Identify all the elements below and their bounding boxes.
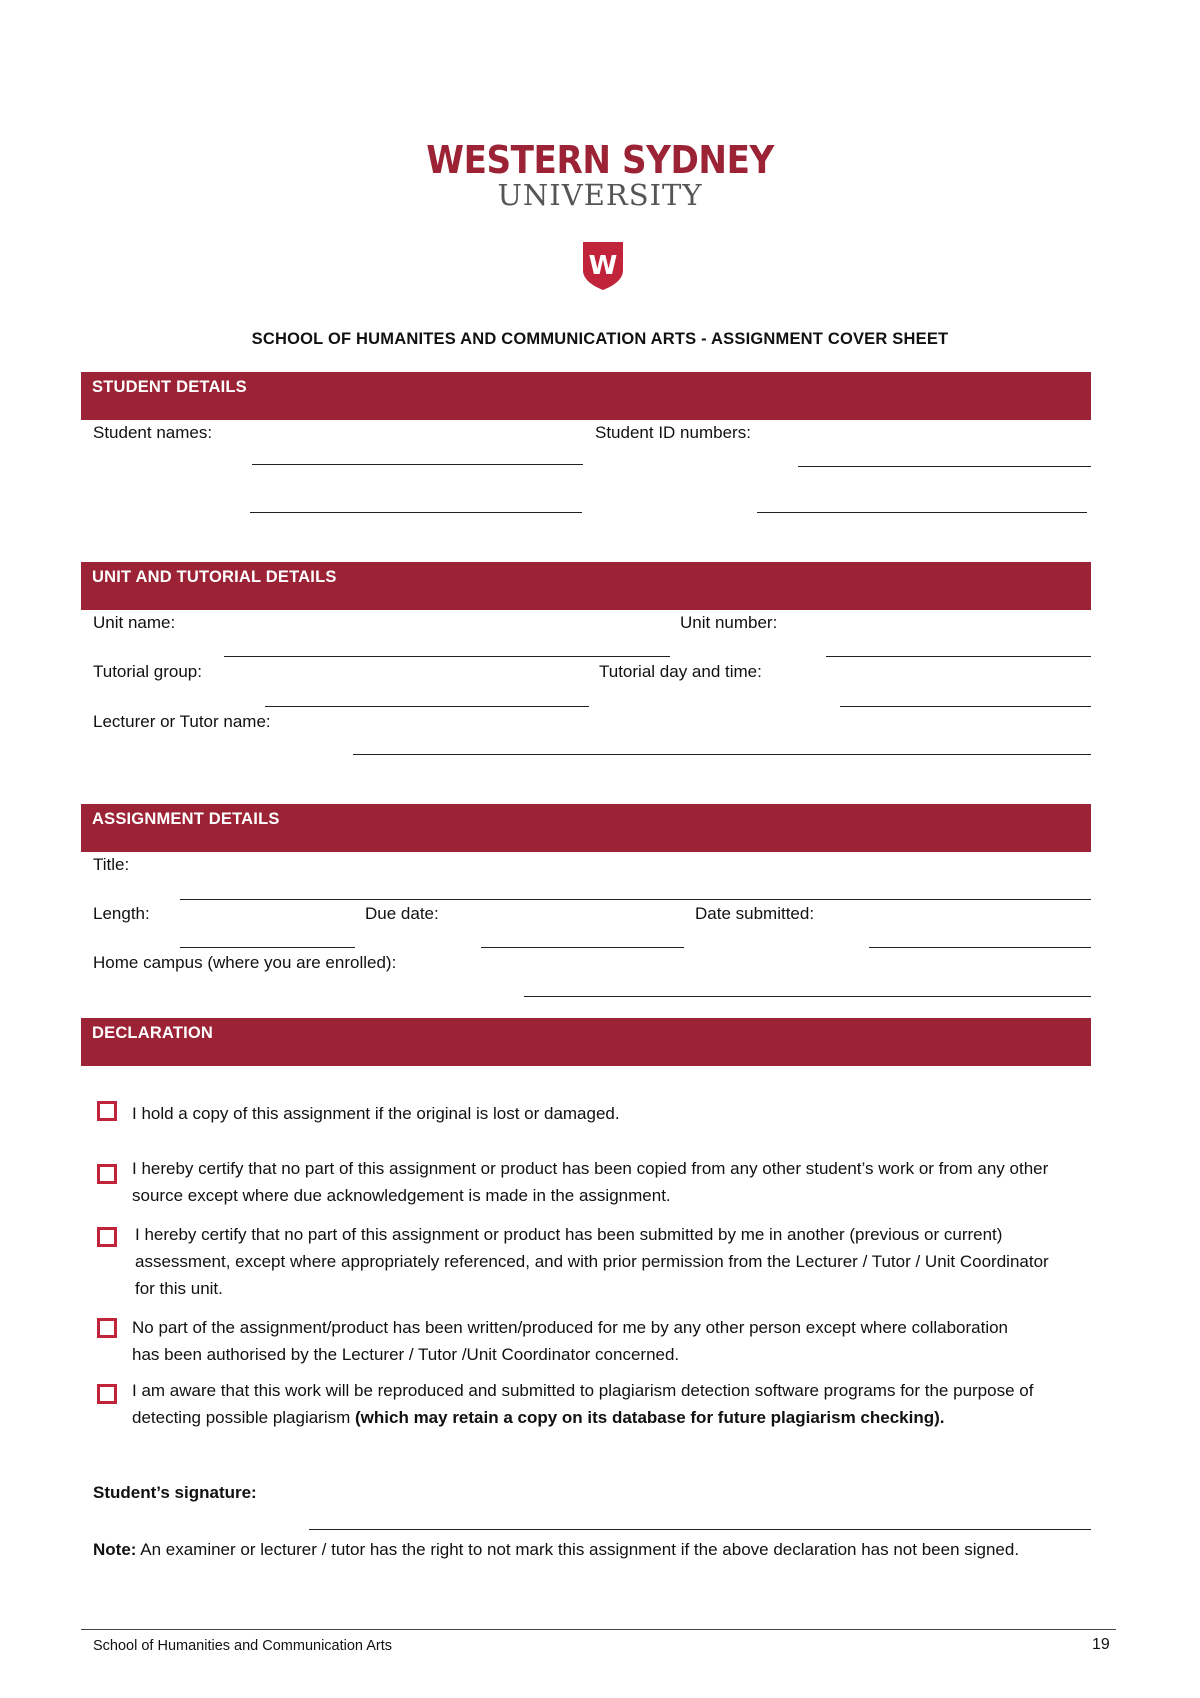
note-label: Note:: [93, 1540, 137, 1559]
declaration-checkbox-4[interactable]: [97, 1318, 117, 1338]
declaration-text-5-bold: (which may retain a copy on its database for future plagiarism checking).: [355, 1408, 945, 1427]
declaration-text-5: [132, 1377, 1092, 1431]
student-ids-label: Student ID numbers:: [595, 423, 751, 442]
length-field[interactable]: [180, 947, 355, 948]
declaration-text-1: I hold a copy of this assignment if the original is lost or damaged.: [132, 1104, 620, 1123]
unit-number-label: Unit number:: [680, 613, 778, 632]
logo-wordmark-top: WESTERN SYDNEY: [426, 138, 774, 182]
date-submitted-label: Date submitted:: [695, 904, 815, 923]
student-details-header: STUDENT DETAILS: [81, 372, 1091, 420]
assignment-title-label: Title:: [93, 855, 130, 874]
tutorial-group-field[interactable]: [265, 706, 589, 707]
declaration-text-3: I hereby certify that no part of this assignment or product has been submitted by me in another (previous or current) assessment, except where appropriately referenced, and with prior permission from the Lecturer / Tutor / Unit Coordinator for this unit.: [135, 1225, 1049, 1298]
assignment-details-header: ASSIGNMENT DETAILS: [81, 804, 1091, 852]
student-id-field-1[interactable]: [798, 466, 1091, 467]
unit-details-header: UNIT AND TUTORIAL DETAILS: [81, 562, 1091, 610]
tutorial-day-time-label: Tutorial day and time:: [599, 662, 762, 681]
home-campus-label: Home campus (where you are enrolled):: [93, 953, 397, 972]
footer-divider: [81, 1629, 1116, 1630]
student-name-field-2[interactable]: [250, 512, 582, 513]
declaration-checkbox-3[interactable]: [97, 1227, 117, 1247]
due-date-field[interactable]: [481, 947, 684, 948]
page-number: 19: [1092, 1636, 1110, 1653]
unit-number-field[interactable]: [826, 656, 1091, 657]
student-names-label: Student names:: [93, 423, 213, 442]
declaration-note: [93, 1537, 1063, 1563]
signature-field[interactable]: [309, 1529, 1091, 1530]
shield-letter: W: [588, 251, 618, 281]
date-submitted-field[interactable]: [869, 947, 1091, 948]
signature-label: Student’s signature:: [93, 1483, 257, 1502]
logo-wordmark-bottom: UNIVERSITY: [497, 178, 703, 212]
footer-school-name: School of Humanities and Communication Arts: [93, 1638, 393, 1654]
declaration-checkbox-2[interactable]: [97, 1164, 117, 1184]
document-title: SCHOOL OF HUMANITES AND COMMUNICATION ARTS - ASSIGNMENT COVER SHEET: [251, 330, 949, 348]
unit-name-field[interactable]: [224, 656, 670, 657]
student-name-field-1[interactable]: [252, 464, 583, 465]
declaration-checkbox-1[interactable]: [97, 1101, 117, 1121]
declaration-header: DECLARATION: [81, 1018, 1091, 1066]
lecturer-name-field[interactable]: [353, 754, 1091, 755]
home-campus-field[interactable]: [524, 996, 1091, 997]
university-shield-icon: [581, 240, 625, 292]
declaration-checkbox-5[interactable]: [97, 1384, 117, 1404]
declaration-text-2: I hereby certify that no part of this assignment or product has been copied from any other student’s work or from any other source except where due acknowledgement is made in the assignment.: [132, 1159, 1049, 1205]
note-text: An examiner or lecturer / tutor has the right to not mark this assignment if the above declaration has not been signed.: [136, 1540, 1020, 1559]
tutorial-group-label: Tutorial group:: [93, 662, 202, 681]
university-logo: [0, 140, 1200, 210]
student-id-field-2[interactable]: [757, 512, 1087, 513]
assignment-title-field[interactable]: [180, 899, 1091, 900]
length-label: Length:: [93, 904, 150, 923]
tutorial-day-time-field[interactable]: [840, 706, 1091, 707]
declaration-text-4: No part of the assignment/product has been written/produced for me by any other person except where collaboration has been authorised by the Lecturer / Tutor /Unit Coordinator concerned.: [132, 1318, 1009, 1364]
due-date-label: Due date:: [365, 904, 439, 923]
declaration-text-5-plain: I am aware that this work will be reproduced and submitted to plagiarism detection software programs for the purpose of detecting possible plagiarism: [132, 1381, 1034, 1427]
lecturer-name-label: Lecturer or Tutor name:: [93, 712, 271, 731]
unit-name-label: Unit name:: [93, 613, 176, 632]
